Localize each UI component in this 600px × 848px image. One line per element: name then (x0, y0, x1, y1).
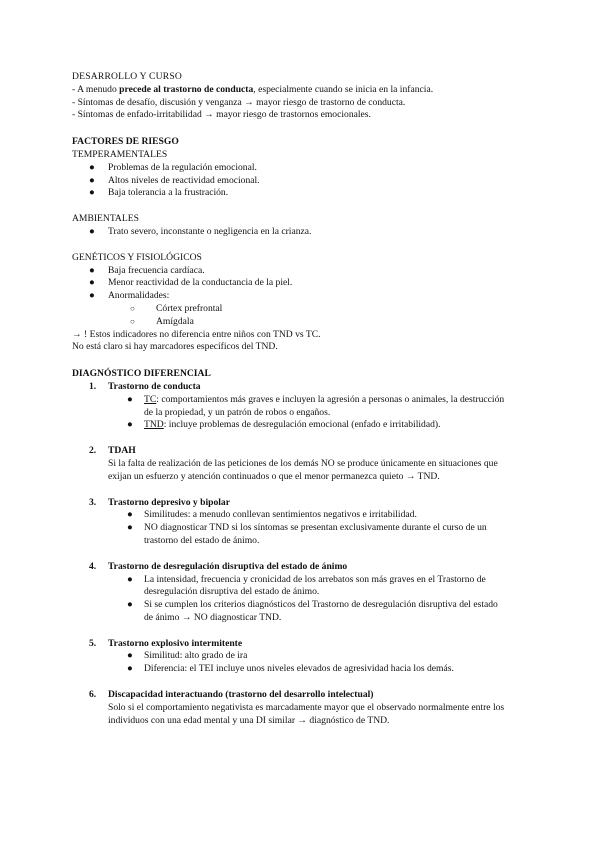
document-page (72, 71, 532, 727)
list-item-text: Similitudes: a menudo conllevan sentimientos negativos e irritabilidad. (144, 509, 417, 521)
sub-list-item (72, 303, 532, 316)
list-item-text: : incluye problemas de desregulación emocional (enfado e irritabilidad). (163, 419, 441, 431)
list-number: 2. (89, 445, 97, 457)
bullet-icon: ● (127, 522, 133, 534)
circle-bullet-icon: ○ (130, 303, 135, 313)
list-item (72, 522, 532, 548)
paragraph-text: individuos con una edad mental y una DI similar → diagnóstico de TND. (108, 714, 390, 726)
bold-text: precede al trastorno de conducta (119, 83, 254, 95)
list-item (72, 574, 532, 600)
bullet-icon: ● (89, 187, 95, 199)
bullet-icon: ● (127, 393, 133, 405)
spacer (72, 548, 532, 561)
list-item-text: Menor reactividad de la conductancia de la piel. (108, 277, 293, 289)
list-number: 1. (89, 380, 97, 392)
list-item (72, 394, 532, 420)
bullet-icon: ● (89, 174, 95, 186)
paragraph-text: exijan un esfuerzo y atención continuados o que el menor permanezca quieto → TND. (108, 470, 440, 482)
bullet-icon: ● (89, 161, 95, 173)
list-item (72, 162, 532, 175)
subheading-temperamentales: TEMPERAMENTALES (72, 148, 168, 160)
spacer (72, 676, 532, 689)
list-item (72, 277, 532, 290)
bullet-icon: ● (127, 663, 133, 675)
bullet-icon: ● (127, 509, 133, 521)
list-item-text: Trato severo, inconstante o negligencia en la crianza. (108, 225, 312, 237)
paragraph (72, 702, 532, 728)
note-line-2: No está claro si hay marcadores específicos del TND. (72, 341, 278, 353)
list-item-text: Baja frecuencia cardíaca. (108, 264, 205, 276)
sub-list-item-text: Amígdala (156, 315, 194, 327)
bullet-icon: ● (127, 573, 133, 585)
numbered-heading (72, 497, 532, 510)
spacer (72, 354, 532, 368)
list-item-text: de ánimo → NO diagnosticar TND. (144, 611, 282, 623)
desarrollo-line-3: - Síntomas de enfado-irritabilidad → mayor riesgo de trastornos emocionales. (72, 109, 371, 121)
numbered-heading-text: Trastorno explosivo intermitente (108, 637, 243, 649)
paragraph-text: Si la falta de realización de las peticiones de los demás NO se produce únicamente en situaciones que (108, 457, 498, 469)
numbered-heading-text: Trastorno de conducta (108, 380, 201, 392)
bullet-icon: ● (89, 277, 95, 289)
underlined-term: TND (144, 419, 164, 431)
numbered-heading-text: TDAH (108, 445, 136, 457)
desarrollo-line-1 (72, 84, 532, 97)
list-item-text: Baja tolerancia a la frustración. (108, 187, 229, 199)
list-item (72, 650, 532, 663)
sub-list-item-text: Córtex prefrontal (156, 302, 223, 314)
list-item-text: trastorno del estado de ánimo. (144, 534, 260, 546)
section-title-desarrollo: DESARROLLO Y CURSO (72, 71, 183, 82)
spacer (72, 122, 532, 136)
bullet-icon: ● (127, 419, 133, 431)
section-title-diagnostico: DIAGNÓSTICO DIFERENCIAL (72, 368, 211, 380)
list-item-text: : comportamientos más graves e incluyen la agresión a personas o animales, la destrucción (156, 393, 505, 405)
paragraph (72, 458, 532, 484)
spacer (72, 484, 532, 497)
list-item-text: NO diagnosticar TND si los síntomas se presentan exclusivamente durante el curso de un (144, 522, 487, 534)
numbered-heading (72, 381, 532, 394)
desarrollo-line-2: - Síntomas de desafío, discusión y venganza → mayor riesgo de trastorno de conducta. (72, 96, 406, 108)
spacer (72, 432, 532, 445)
bullet-icon: ● (89, 264, 95, 276)
list-item (72, 290, 532, 303)
list-item-text: desregulación disruptiva del estado de ánimo. (144, 586, 320, 598)
list-number: 4. (89, 560, 97, 572)
section-title-factores: FACTORES DE RIESGO (72, 136, 179, 148)
subheading-ambientales: AMBIENTALES (72, 213, 139, 225)
bullet-icon: ● (89, 290, 95, 302)
spacer (72, 625, 532, 638)
note-line-1: → ! Estos indicadores no diferencia entre niños con TND vs TC. (72, 328, 321, 340)
list-item (72, 265, 532, 278)
text: - A menudo (72, 83, 120, 95)
list-item (72, 509, 532, 522)
numbered-heading (72, 638, 532, 651)
list-item-text: Similitud: alto grado de ira (144, 650, 248, 662)
list-item-text: Anormalidades: (108, 290, 170, 302)
list-item-text: La intensidad, frecuencia y cronicidad de los arrebatos son más graves en el Trastorno de (144, 573, 486, 585)
list-item-text: Problemas de la regulación emocional. (108, 161, 257, 173)
bullet-icon: ● (127, 599, 133, 611)
paragraph-text: Solo si el comportamiento negativista es marcadamente mayor que el observado normalmente entre los (108, 701, 505, 713)
spacer (72, 239, 532, 252)
bullet-icon: ● (89, 225, 95, 237)
numbered-heading-text: Trastorno de desregulación disruptiva del estado de ánimo (108, 560, 348, 572)
bullet-icon: ● (127, 650, 133, 662)
list-item (72, 226, 532, 239)
list-number: 3. (89, 496, 97, 508)
numbered-heading (72, 445, 532, 458)
list-item (72, 187, 532, 200)
subheading-geneticos: GENÉTICOS Y FISIOLÓGICOS (72, 251, 202, 263)
circle-bullet-icon: ○ (130, 316, 135, 326)
list-number: 5. (89, 637, 97, 649)
list-item (72, 599, 532, 625)
list-item (72, 175, 532, 188)
text: , especialmente cuando se inicia en la infancia. (253, 83, 434, 95)
numbered-heading (72, 689, 532, 702)
list-item (72, 663, 532, 676)
list-number: 6. (89, 689, 97, 701)
spacer (72, 200, 532, 213)
list-item-text: de la propiedad, y un patrón de robos o engaños. (144, 406, 331, 418)
sub-list-item (72, 316, 532, 329)
list-item-text: Altos niveles de reactividad emocional. (108, 174, 260, 186)
list-item-text: Diferencia: el TEI incluye unos niveles elevados de agresividad hacia los demás. (144, 663, 454, 675)
numbered-heading-text: Discapacidad interactuando (trastorno del desarrollo intelectual) (108, 689, 374, 701)
numbered-heading (72, 561, 532, 574)
numbered-heading-text: Trastorno depresivo y bipolar (108, 496, 230, 508)
list-item (72, 419, 532, 432)
list-item-text: Si se cumplen los criterios diagnósticos del Trastorno de desregulación disruptiva del estado (144, 599, 498, 611)
underlined-term: TC (144, 393, 157, 405)
